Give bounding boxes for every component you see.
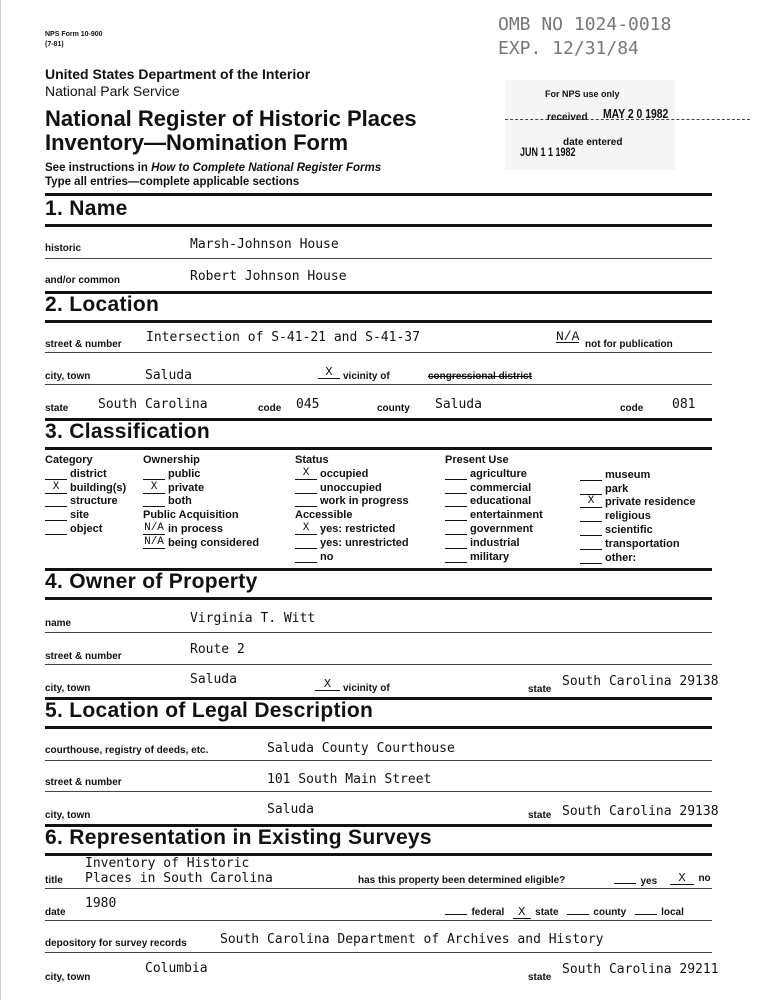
checkbox-mark xyxy=(445,551,467,563)
federal-label: federal xyxy=(471,907,505,918)
survey-title-line-2: Places in South Carolina xyxy=(85,871,273,886)
checkbox-mark xyxy=(580,510,602,522)
classification-option xyxy=(295,482,382,494)
option-label: entertainment xyxy=(470,509,543,522)
received-label: received xyxy=(547,112,588,123)
classification-heading: Ownership xyxy=(143,454,200,466)
owner-state-label: state xyxy=(528,684,552,695)
classification-option xyxy=(143,523,223,535)
divider xyxy=(45,224,712,227)
classification-option xyxy=(445,495,531,507)
no-label: no xyxy=(698,873,711,884)
classification-option xyxy=(580,510,651,522)
rule xyxy=(45,920,712,921)
form-title-2: Inventory—Nomination Form xyxy=(45,130,349,155)
state-code-label: code xyxy=(258,403,282,414)
classification-heading: Status xyxy=(295,454,329,466)
form-title-1: National Register of Historic Places xyxy=(45,106,417,131)
street-label: street & number xyxy=(45,339,122,350)
option-label: unoccupied xyxy=(320,481,382,494)
option-label: transportation xyxy=(605,537,680,550)
checkbox-mark xyxy=(295,482,317,494)
classification-option xyxy=(45,482,126,494)
local-label: local xyxy=(661,907,684,918)
county-level-label: county xyxy=(593,907,627,918)
classification-option xyxy=(580,552,636,564)
option-label: educational xyxy=(470,495,532,508)
checkbox-mark xyxy=(580,538,602,550)
checkbox-mark: X xyxy=(295,468,317,480)
option-label: being considered xyxy=(168,536,260,549)
option-label: commercial xyxy=(470,481,532,494)
section-6-heading: 6. Representation in Existing Surveys xyxy=(45,826,432,849)
department: United States Department of the Interior xyxy=(45,66,311,82)
option-label: scientific xyxy=(605,524,653,536)
local-mark xyxy=(635,914,657,915)
courthouse-label: courthouse, registry of deeds, etc. xyxy=(45,745,209,756)
owner-name: Virginia T. Witt xyxy=(190,611,316,626)
city-value: Saluda xyxy=(145,368,192,383)
checkbox-mark xyxy=(445,468,467,480)
section-3-heading: 3. Classification xyxy=(45,420,210,443)
date-entered-stamp: JUN 1 1 1982 xyxy=(520,145,576,159)
option-label: public xyxy=(168,467,201,480)
option-label: both xyxy=(168,495,192,508)
checkbox-mark xyxy=(445,537,467,549)
option-label: military xyxy=(470,550,510,563)
divider xyxy=(45,447,712,450)
section-5-heading: 5. Location of Legal Description xyxy=(45,699,374,722)
checkbox-mark xyxy=(445,509,467,521)
type-instructions: Type all entries—complete applicable sections xyxy=(45,176,300,188)
checkbox-mark xyxy=(45,468,67,480)
survey-title-line-1: Inventory of Historic xyxy=(85,856,250,871)
classification-option xyxy=(45,468,107,480)
rule xyxy=(45,888,712,889)
option-label: yes: restricted xyxy=(320,523,396,535)
historic-name: Marsh-Johnson House xyxy=(190,237,339,252)
classification-option xyxy=(295,551,333,563)
classification-option xyxy=(143,495,192,507)
option-label: district xyxy=(70,467,107,480)
option-label: other: xyxy=(605,551,637,564)
classification-option xyxy=(445,482,531,494)
county-label: county xyxy=(377,403,410,414)
omb-number: OMB NO 1024-0018 xyxy=(498,14,672,35)
classification-option xyxy=(143,537,259,549)
divider xyxy=(45,597,712,600)
state-level-label: state xyxy=(535,907,559,918)
instructions xyxy=(45,162,381,174)
checkbox-mark: N/A xyxy=(144,522,164,534)
nfp-mark: N/A xyxy=(556,329,580,344)
classification-heading: Category xyxy=(45,454,93,466)
legal-street-label: street & number xyxy=(45,777,122,788)
classification-option xyxy=(295,495,409,507)
nfp-label: not for publication xyxy=(585,339,673,350)
level-options xyxy=(445,902,684,920)
date-entered-label: date entered xyxy=(563,137,623,148)
divider xyxy=(45,320,712,323)
option-label: park xyxy=(605,482,629,495)
owner-name-label: name xyxy=(45,618,72,629)
common-name: Robert Johnson House xyxy=(190,269,347,284)
vicinity-mark: X xyxy=(318,367,340,379)
option-label: occupied xyxy=(320,467,369,480)
rule xyxy=(45,352,712,353)
rule xyxy=(45,760,712,761)
section-1-heading: 1. Name xyxy=(45,197,128,220)
depository-value: South Carolina Department of Archives and History xyxy=(220,932,604,947)
survey-date: 1980 xyxy=(85,896,117,911)
instructions-title: How to Complete National Register Forms xyxy=(151,162,382,174)
vicinity-label: vicinity of xyxy=(343,371,390,382)
form-number: NPS Form 10-900 xyxy=(45,31,103,38)
option-label: work in progress xyxy=(320,495,409,508)
checkbox-mark: X xyxy=(580,496,602,508)
classification-option xyxy=(143,468,200,480)
checkbox-mark xyxy=(143,495,165,507)
classification-option xyxy=(295,537,409,549)
classification-heading: Present Use xyxy=(445,454,509,466)
county-mark xyxy=(567,914,589,915)
owner-vicinity-mark: X xyxy=(315,679,340,691)
county-code: 081 xyxy=(672,397,696,412)
survey-title-label: title xyxy=(45,875,63,886)
checkbox-mark xyxy=(45,523,67,535)
section-4-heading: 4. Owner of Property xyxy=(45,570,258,593)
checkbox-mark xyxy=(580,552,602,564)
state-label: state xyxy=(45,403,69,414)
legal-state-label: state xyxy=(528,810,552,821)
section-2-heading: 2. Location xyxy=(45,293,160,316)
city-label: city, town xyxy=(45,371,91,382)
legal-street: 101 South Main Street xyxy=(267,772,432,787)
option-label: private xyxy=(168,481,205,494)
congressional-district-label: congressional district xyxy=(428,371,532,382)
option-label: religious xyxy=(605,510,651,523)
checkbox-mark xyxy=(295,537,317,549)
classification-option xyxy=(45,523,102,535)
classification-option xyxy=(580,469,650,481)
nps-use-label: For NPS use only xyxy=(545,89,620,99)
owner-city-label: city, town xyxy=(45,683,91,694)
survey-date-label: date xyxy=(45,907,66,918)
classification-option xyxy=(295,468,368,480)
checkbox-mark: X xyxy=(45,482,67,494)
checkbox-mark xyxy=(580,469,602,481)
classification-option xyxy=(445,551,509,563)
option-label: private residence xyxy=(605,496,696,509)
state-mark: X xyxy=(513,907,531,919)
state-code: 045 xyxy=(296,397,320,412)
checkbox-mark: X xyxy=(143,482,165,494)
survey-city-label: city, town xyxy=(45,972,91,983)
checkbox-mark xyxy=(295,495,317,507)
service: National Park Service xyxy=(45,83,180,99)
classification-option xyxy=(445,468,527,480)
classification-heading: Public Acquisition xyxy=(143,509,239,522)
owner-vicinity-label: vicinity of xyxy=(343,683,390,694)
option-label: in process xyxy=(168,523,224,535)
classification-option xyxy=(580,538,680,550)
checkbox-mark xyxy=(295,551,317,563)
option-label: building(s) xyxy=(70,481,127,494)
option-label: no xyxy=(320,550,334,563)
legal-city: Saluda xyxy=(267,802,314,817)
checkbox-mark xyxy=(45,509,67,521)
survey-state-label: state xyxy=(528,972,552,983)
rule xyxy=(45,791,712,792)
yes-label: yes xyxy=(640,876,658,887)
expiration: EXP. 12/31/84 xyxy=(498,38,639,59)
option-label: government xyxy=(470,523,533,535)
classification-option xyxy=(445,523,533,535)
checkbox-mark xyxy=(580,483,602,495)
yes-mark xyxy=(614,883,636,884)
state-value: South Carolina xyxy=(98,397,208,412)
classification-option xyxy=(45,495,118,507)
divider xyxy=(45,193,712,196)
option-label: structure xyxy=(70,495,118,508)
owner-city: Saluda xyxy=(190,672,237,687)
checkbox-mark xyxy=(445,523,467,535)
owner-street: Route 2 xyxy=(190,642,245,657)
checkbox-mark xyxy=(580,524,602,536)
survey-state: South Carolina 29211 xyxy=(562,962,719,977)
received-date: MAY 2 0 1982 xyxy=(603,106,669,121)
option-label: yes: unrestricted xyxy=(320,536,409,549)
owner-street-label: street & number xyxy=(45,651,122,662)
classification-option xyxy=(143,482,204,494)
option-label: agriculture xyxy=(470,467,527,480)
option-label: industrial xyxy=(470,536,520,549)
county-code-label: code xyxy=(620,403,644,414)
legal-state: South Carolina 29138 xyxy=(562,804,719,819)
option-label: museum xyxy=(605,468,651,481)
legal-city-label: city, town xyxy=(45,810,91,821)
county-value: Saluda xyxy=(435,397,482,412)
classification-option xyxy=(580,496,696,508)
checkbox-mark xyxy=(45,495,67,507)
classification-option xyxy=(580,524,653,536)
divider xyxy=(45,726,712,729)
street-value: Intersection of S-41-21 and S-41-37 xyxy=(146,330,420,345)
federal-mark xyxy=(445,914,467,915)
eligible-question: has this property been determined eligible? xyxy=(358,875,566,886)
option-label: object xyxy=(70,523,103,535)
eligible-yes xyxy=(614,871,657,889)
page-border xyxy=(0,0,1,1000)
eligible-no xyxy=(670,868,711,886)
checkbox-mark: N/A xyxy=(144,535,164,548)
survey-city: Columbia xyxy=(145,961,208,976)
courthouse-value: Saluda County Courthouse xyxy=(267,741,455,756)
rule xyxy=(45,632,712,633)
classification-option xyxy=(445,509,543,521)
common-label: and/or common xyxy=(45,275,121,286)
option-label: site xyxy=(70,509,89,522)
classification-option xyxy=(580,483,628,495)
classification-heading: Accessible xyxy=(295,509,353,522)
owner-state: South Carolina 29138 xyxy=(562,674,719,689)
no-mark: X xyxy=(670,873,694,885)
historic-label: historic xyxy=(45,243,82,254)
instructions-text: See instructions in xyxy=(45,162,152,174)
rule xyxy=(45,664,712,665)
depository-label: depository for survey records xyxy=(45,938,187,949)
rule xyxy=(45,384,712,385)
classification-option xyxy=(45,509,89,521)
classification-option xyxy=(295,523,395,535)
checkbox-mark xyxy=(143,468,165,480)
rule xyxy=(45,258,712,259)
checkbox-mark: X xyxy=(295,523,317,535)
classification-option xyxy=(445,537,520,549)
checkbox-mark xyxy=(445,495,467,507)
checkbox-mark xyxy=(445,482,467,494)
form-revision: (7-81) xyxy=(45,41,64,48)
rule xyxy=(45,952,712,953)
